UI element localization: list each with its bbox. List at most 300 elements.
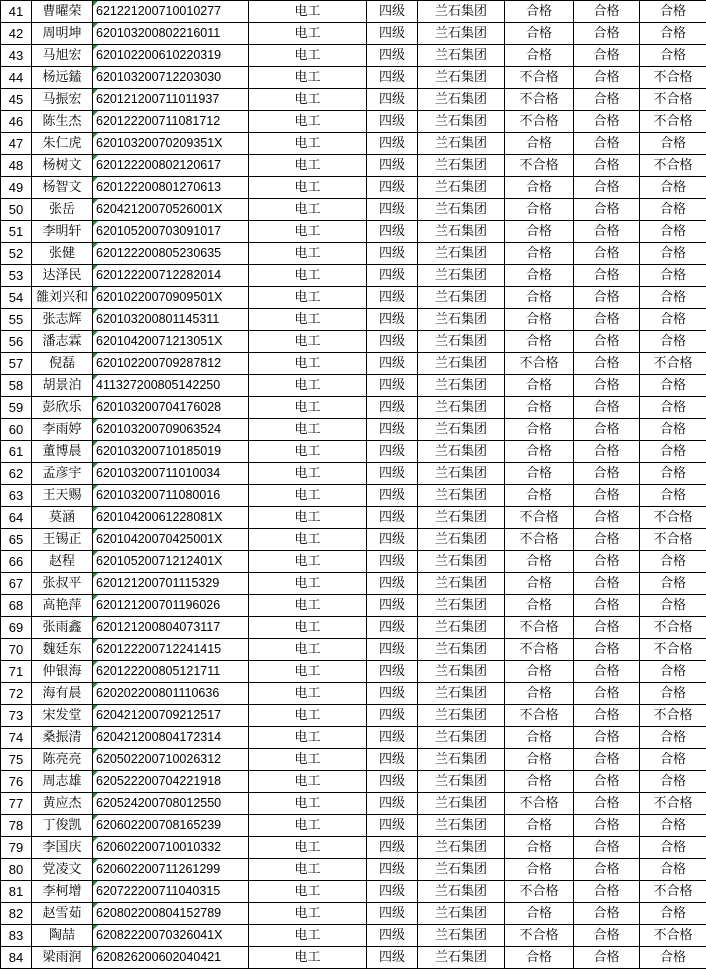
level-cell: 四级 bbox=[367, 353, 418, 375]
level-cell: 四级 bbox=[367, 661, 418, 683]
id-number-cell: 620103200712203030 bbox=[93, 67, 249, 89]
organization-cell: 兰石集团 bbox=[418, 199, 505, 221]
table-row bbox=[1, 661, 706, 683]
row-number: 68 bbox=[1, 595, 32, 617]
practical-result-cell: 合格 bbox=[574, 243, 640, 265]
level-cell: 四级 bbox=[367, 639, 418, 661]
theory-result-cell: 合格 bbox=[505, 309, 574, 331]
name-cell: 张叔平 bbox=[32, 573, 93, 595]
theory-result-cell: 合格 bbox=[505, 595, 574, 617]
level-cell: 四级 bbox=[367, 331, 418, 353]
row-number: 71 bbox=[1, 661, 32, 683]
table-row bbox=[1, 287, 706, 309]
overall-result-cell: 不合格 bbox=[640, 67, 706, 89]
trade-cell: 电工 bbox=[249, 749, 367, 771]
practical-result-cell: 合格 bbox=[574, 749, 640, 771]
organization-cell: 兰石集团 bbox=[418, 903, 505, 925]
organization-cell: 兰石集团 bbox=[418, 705, 505, 727]
overall-result-cell: 合格 bbox=[640, 309, 706, 331]
table-row bbox=[1, 793, 706, 815]
practical-result-cell: 合格 bbox=[574, 463, 640, 485]
level-cell: 四级 bbox=[367, 815, 418, 837]
table-row bbox=[1, 947, 706, 969]
name-cell: 马振宏 bbox=[32, 89, 93, 111]
level-cell: 四级 bbox=[367, 1, 418, 23]
id-number-cell: 620121200701196026 bbox=[93, 595, 249, 617]
level-cell: 四级 bbox=[367, 859, 418, 881]
row-number: 48 bbox=[1, 155, 32, 177]
row-number: 54 bbox=[1, 287, 32, 309]
name-cell: 海有晨 bbox=[32, 683, 93, 705]
level-cell: 四级 bbox=[367, 881, 418, 903]
id-number-cell: 620103200704176028 bbox=[93, 397, 249, 419]
level-cell: 四级 bbox=[367, 573, 418, 595]
level-cell: 四级 bbox=[367, 683, 418, 705]
trade-cell: 电工 bbox=[249, 331, 367, 353]
name-cell: 李柯增 bbox=[32, 881, 93, 903]
theory-result-cell: 合格 bbox=[505, 837, 574, 859]
practical-result-cell: 合格 bbox=[574, 485, 640, 507]
practical-result-cell: 合格 bbox=[574, 89, 640, 111]
theory-result-cell: 不合格 bbox=[505, 89, 574, 111]
id-number-cell: 620121200711011937 bbox=[93, 89, 249, 111]
overall-result-cell: 合格 bbox=[640, 595, 706, 617]
table-row bbox=[1, 485, 706, 507]
row-number: 66 bbox=[1, 551, 32, 573]
row-number: 42 bbox=[1, 23, 32, 45]
trade-cell: 电工 bbox=[249, 485, 367, 507]
practical-result-cell: 合格 bbox=[574, 309, 640, 331]
row-number: 79 bbox=[1, 837, 32, 859]
overall-result-cell: 不合格 bbox=[640, 925, 706, 947]
trade-cell: 电工 bbox=[249, 111, 367, 133]
id-number-cell: 620122200712282014 bbox=[93, 265, 249, 287]
id-number-cell: 62010420070425001X bbox=[93, 529, 249, 551]
organization-cell: 兰石集团 bbox=[418, 23, 505, 45]
level-cell: 四级 bbox=[367, 771, 418, 793]
table-row bbox=[1, 155, 706, 177]
row-number: 53 bbox=[1, 265, 32, 287]
level-cell: 四级 bbox=[367, 947, 418, 969]
overall-result-cell: 合格 bbox=[640, 265, 706, 287]
name-cell: 杨远鎑 bbox=[32, 67, 93, 89]
trade-cell: 电工 bbox=[249, 265, 367, 287]
trade-cell: 电工 bbox=[249, 45, 367, 67]
organization-cell: 兰石集团 bbox=[418, 243, 505, 265]
theory-result-cell: 合格 bbox=[505, 727, 574, 749]
table-row bbox=[1, 45, 706, 67]
name-cell: 周志雄 bbox=[32, 771, 93, 793]
theory-result-cell: 不合格 bbox=[505, 639, 574, 661]
row-number: 74 bbox=[1, 727, 32, 749]
level-cell: 四级 bbox=[367, 133, 418, 155]
theory-result-cell: 合格 bbox=[505, 463, 574, 485]
theory-result-cell: 合格 bbox=[505, 23, 574, 45]
row-number: 51 bbox=[1, 221, 32, 243]
overall-result-cell: 不合格 bbox=[640, 529, 706, 551]
level-cell: 四级 bbox=[367, 595, 418, 617]
row-number: 73 bbox=[1, 705, 32, 727]
overall-result-cell: 不合格 bbox=[640, 89, 706, 111]
name-cell: 宋发堂 bbox=[32, 705, 93, 727]
organization-cell: 兰石集团 bbox=[418, 683, 505, 705]
name-cell: 孟彦宇 bbox=[32, 463, 93, 485]
id-number-cell: 620802200804152789 bbox=[93, 903, 249, 925]
name-cell: 倪磊 bbox=[32, 353, 93, 375]
practical-result-cell: 合格 bbox=[574, 23, 640, 45]
overall-result-cell: 合格 bbox=[640, 177, 706, 199]
organization-cell: 兰石集团 bbox=[418, 89, 505, 111]
trade-cell: 电工 bbox=[249, 837, 367, 859]
trade-cell: 电工 bbox=[249, 1, 367, 23]
name-cell: 张健 bbox=[32, 243, 93, 265]
level-cell: 四级 bbox=[367, 23, 418, 45]
organization-cell: 兰石集团 bbox=[418, 529, 505, 551]
overall-result-cell: 合格 bbox=[640, 199, 706, 221]
organization-cell: 兰石集团 bbox=[418, 815, 505, 837]
name-cell: 陶喆 bbox=[32, 925, 93, 947]
row-number: 44 bbox=[1, 67, 32, 89]
overall-result-cell: 合格 bbox=[640, 837, 706, 859]
id-number-cell: 620826200602040421 bbox=[93, 947, 249, 969]
trade-cell: 电工 bbox=[249, 287, 367, 309]
table-row bbox=[1, 23, 706, 45]
practical-result-cell: 合格 bbox=[574, 507, 640, 529]
overall-result-cell: 不合格 bbox=[640, 353, 706, 375]
practical-result-cell: 合格 bbox=[574, 639, 640, 661]
organization-cell: 兰石集团 bbox=[418, 441, 505, 463]
practical-result-cell: 合格 bbox=[574, 111, 640, 133]
practical-result-cell: 合格 bbox=[574, 705, 640, 727]
id-number-cell: 620121200804073117 bbox=[93, 617, 249, 639]
table-row bbox=[1, 463, 706, 485]
row-number: 43 bbox=[1, 45, 32, 67]
table-body bbox=[1, 1, 706, 969]
level-cell: 四级 bbox=[367, 793, 418, 815]
row-number: 47 bbox=[1, 133, 32, 155]
trade-cell: 电工 bbox=[249, 815, 367, 837]
trade-cell: 电工 bbox=[249, 155, 367, 177]
trade-cell: 电工 bbox=[249, 573, 367, 595]
row-number: 49 bbox=[1, 177, 32, 199]
table-row bbox=[1, 221, 706, 243]
trade-cell: 电工 bbox=[249, 727, 367, 749]
name-cell: 胡景泊 bbox=[32, 375, 93, 397]
level-cell: 四级 bbox=[367, 265, 418, 287]
name-cell: 陈生杰 bbox=[32, 111, 93, 133]
overall-result-cell: 合格 bbox=[640, 815, 706, 837]
id-number-cell: 620502200710026312 bbox=[93, 749, 249, 771]
id-number-cell: 620202200801110636 bbox=[93, 683, 249, 705]
overall-result-cell: 合格 bbox=[640, 727, 706, 749]
organization-cell: 兰石集团 bbox=[418, 859, 505, 881]
trade-cell: 电工 bbox=[249, 859, 367, 881]
overall-result-cell: 合格 bbox=[640, 375, 706, 397]
trade-cell: 电工 bbox=[249, 903, 367, 925]
overall-result-cell: 合格 bbox=[640, 243, 706, 265]
row-number: 62 bbox=[1, 463, 32, 485]
practical-result-cell: 合格 bbox=[574, 155, 640, 177]
name-cell: 朱仁虎 bbox=[32, 133, 93, 155]
theory-result-cell: 不合格 bbox=[505, 507, 574, 529]
practical-result-cell: 合格 bbox=[574, 771, 640, 793]
theory-result-cell: 合格 bbox=[505, 177, 574, 199]
name-cell: 李明轩 bbox=[32, 221, 93, 243]
id-number-cell: 620102200610220319 bbox=[93, 45, 249, 67]
level-cell: 四级 bbox=[367, 419, 418, 441]
row-number: 67 bbox=[1, 573, 32, 595]
overall-result-cell: 合格 bbox=[640, 397, 706, 419]
overall-result-cell: 合格 bbox=[640, 1, 706, 23]
id-number-cell: 62010520071212401X bbox=[93, 551, 249, 573]
organization-cell: 兰石集团 bbox=[418, 661, 505, 683]
level-cell: 四级 bbox=[367, 529, 418, 551]
level-cell: 四级 bbox=[367, 221, 418, 243]
theory-result-cell: 合格 bbox=[505, 199, 574, 221]
theory-result-cell: 合格 bbox=[505, 45, 574, 67]
id-number-cell: 620421200709212517 bbox=[93, 705, 249, 727]
overall-result-cell: 不合格 bbox=[640, 705, 706, 727]
table-row bbox=[1, 837, 706, 859]
theory-result-cell: 不合格 bbox=[505, 529, 574, 551]
table-row bbox=[1, 815, 706, 837]
name-cell: 潘志霖 bbox=[32, 331, 93, 353]
overall-result-cell: 合格 bbox=[640, 749, 706, 771]
theory-result-cell: 合格 bbox=[505, 441, 574, 463]
organization-cell: 兰石集团 bbox=[418, 925, 505, 947]
row-number: 63 bbox=[1, 485, 32, 507]
trade-cell: 电工 bbox=[249, 661, 367, 683]
trade-cell: 电工 bbox=[249, 375, 367, 397]
table-row bbox=[1, 705, 706, 727]
name-cell: 赵程 bbox=[32, 551, 93, 573]
row-number: 65 bbox=[1, 529, 32, 551]
row-number: 69 bbox=[1, 617, 32, 639]
table-row bbox=[1, 243, 706, 265]
theory-result-cell: 合格 bbox=[505, 243, 574, 265]
practical-result-cell: 合格 bbox=[574, 947, 640, 969]
trade-cell: 电工 bbox=[249, 881, 367, 903]
theory-result-cell: 合格 bbox=[505, 287, 574, 309]
trade-cell: 电工 bbox=[249, 595, 367, 617]
trade-cell: 电工 bbox=[249, 243, 367, 265]
row-number: 55 bbox=[1, 309, 32, 331]
organization-cell: 兰石集团 bbox=[418, 881, 505, 903]
table-row bbox=[1, 551, 706, 573]
table-row bbox=[1, 727, 706, 749]
row-number: 78 bbox=[1, 815, 32, 837]
table-row bbox=[1, 1, 706, 23]
id-number-cell: 620602200708165239 bbox=[93, 815, 249, 837]
row-number: 50 bbox=[1, 199, 32, 221]
practical-result-cell: 合格 bbox=[574, 617, 640, 639]
id-number-cell: 620602200710010332 bbox=[93, 837, 249, 859]
practical-result-cell: 合格 bbox=[574, 441, 640, 463]
practical-result-cell: 合格 bbox=[574, 837, 640, 859]
theory-result-cell: 合格 bbox=[505, 397, 574, 419]
id-number-cell: 620103200710185019 bbox=[93, 441, 249, 463]
id-number-cell: 620105200703091017 bbox=[93, 221, 249, 243]
overall-result-cell: 合格 bbox=[640, 45, 706, 67]
id-number-cell: 620524200708012550 bbox=[93, 793, 249, 815]
overall-result-cell: 不合格 bbox=[640, 881, 706, 903]
table-row bbox=[1, 177, 706, 199]
id-number-cell: 620121200701115329 bbox=[93, 573, 249, 595]
trade-cell: 电工 bbox=[249, 221, 367, 243]
name-cell: 仲银海 bbox=[32, 661, 93, 683]
id-number-cell: 62010220070909501X bbox=[93, 287, 249, 309]
trade-cell: 电工 bbox=[249, 529, 367, 551]
id-number-cell: 620122200802120617 bbox=[93, 155, 249, 177]
id-number-cell: 620122200805121711 bbox=[93, 661, 249, 683]
table-row bbox=[1, 397, 706, 419]
name-cell: 张雨鑫 bbox=[32, 617, 93, 639]
level-cell: 四级 bbox=[367, 463, 418, 485]
overall-result-cell: 合格 bbox=[640, 859, 706, 881]
practical-result-cell: 合格 bbox=[574, 551, 640, 573]
practical-result-cell: 合格 bbox=[574, 287, 640, 309]
practical-result-cell: 合格 bbox=[574, 815, 640, 837]
id-number-cell: 620421200804172314 bbox=[93, 727, 249, 749]
overall-result-cell: 不合格 bbox=[640, 111, 706, 133]
practical-result-cell: 合格 bbox=[574, 67, 640, 89]
practical-result-cell: 合格 bbox=[574, 133, 640, 155]
table-row bbox=[1, 859, 706, 881]
id-number-cell: 62010420071213051X bbox=[93, 331, 249, 353]
name-cell: 桑振清 bbox=[32, 727, 93, 749]
overall-result-cell: 不合格 bbox=[640, 507, 706, 529]
table-row bbox=[1, 353, 706, 375]
name-cell: 李国庆 bbox=[32, 837, 93, 859]
row-number: 81 bbox=[1, 881, 32, 903]
name-cell: 周明坤 bbox=[32, 23, 93, 45]
table-row bbox=[1, 507, 706, 529]
theory-result-cell: 合格 bbox=[505, 749, 574, 771]
practical-result-cell: 合格 bbox=[574, 265, 640, 287]
trade-cell: 电工 bbox=[249, 639, 367, 661]
practical-result-cell: 合格 bbox=[574, 903, 640, 925]
organization-cell: 兰石集团 bbox=[418, 177, 505, 199]
level-cell: 四级 bbox=[367, 903, 418, 925]
row-number: 52 bbox=[1, 243, 32, 265]
id-number-cell: 620103200802216011 bbox=[93, 23, 249, 45]
practical-result-cell: 合格 bbox=[574, 397, 640, 419]
id-number-cell: 620722200711040315 bbox=[93, 881, 249, 903]
row-number: 46 bbox=[1, 111, 32, 133]
practical-result-cell: 合格 bbox=[574, 177, 640, 199]
name-cell: 杨树文 bbox=[32, 155, 93, 177]
organization-cell: 兰石集团 bbox=[418, 397, 505, 419]
name-cell: 黄应杰 bbox=[32, 793, 93, 815]
level-cell: 四级 bbox=[367, 749, 418, 771]
level-cell: 四级 bbox=[367, 617, 418, 639]
level-cell: 四级 bbox=[367, 551, 418, 573]
table-row bbox=[1, 309, 706, 331]
theory-result-cell: 不合格 bbox=[505, 617, 574, 639]
organization-cell: 兰石集团 bbox=[418, 551, 505, 573]
table-row bbox=[1, 111, 706, 133]
id-number-cell: 620522200704221918 bbox=[93, 771, 249, 793]
organization-cell: 兰石集团 bbox=[418, 617, 505, 639]
organization-cell: 兰石集团 bbox=[418, 111, 505, 133]
trade-cell: 电工 bbox=[249, 617, 367, 639]
name-cell: 彭欣乐 bbox=[32, 397, 93, 419]
trade-cell: 电工 bbox=[249, 199, 367, 221]
organization-cell: 兰石集团 bbox=[418, 375, 505, 397]
trade-cell: 电工 bbox=[249, 89, 367, 111]
trade-cell: 电工 bbox=[249, 771, 367, 793]
level-cell: 四级 bbox=[367, 287, 418, 309]
practical-result-cell: 合格 bbox=[574, 353, 640, 375]
theory-result-cell: 合格 bbox=[505, 375, 574, 397]
name-cell: 杨智文 bbox=[32, 177, 93, 199]
name-cell: 党凌文 bbox=[32, 859, 93, 881]
practical-result-cell: 合格 bbox=[574, 881, 640, 903]
theory-result-cell: 合格 bbox=[505, 133, 574, 155]
overall-result-cell: 不合格 bbox=[640, 639, 706, 661]
id-number-cell: 620103200711010034 bbox=[93, 463, 249, 485]
overall-result-cell: 合格 bbox=[640, 903, 706, 925]
practical-result-cell: 合格 bbox=[574, 925, 640, 947]
practical-result-cell: 合格 bbox=[574, 375, 640, 397]
practical-result-cell: 合格 bbox=[574, 727, 640, 749]
theory-result-cell: 合格 bbox=[505, 815, 574, 837]
overall-result-cell: 不合格 bbox=[640, 155, 706, 177]
row-number: 72 bbox=[1, 683, 32, 705]
table-row bbox=[1, 617, 706, 639]
name-cell: 莫涵 bbox=[32, 507, 93, 529]
name-cell: 丁俊凯 bbox=[32, 815, 93, 837]
table-row bbox=[1, 749, 706, 771]
theory-result-cell: 不合格 bbox=[505, 111, 574, 133]
practical-result-cell: 合格 bbox=[574, 1, 640, 23]
overall-result-cell: 合格 bbox=[640, 221, 706, 243]
theory-result-cell: 合格 bbox=[505, 265, 574, 287]
organization-cell: 兰石集团 bbox=[418, 727, 505, 749]
practical-result-cell: 合格 bbox=[574, 45, 640, 67]
level-cell: 四级 bbox=[367, 111, 418, 133]
name-cell: 陈亮亮 bbox=[32, 749, 93, 771]
trade-cell: 电工 bbox=[249, 551, 367, 573]
theory-result-cell: 合格 bbox=[505, 903, 574, 925]
organization-cell: 兰石集团 bbox=[418, 45, 505, 67]
row-number: 77 bbox=[1, 793, 32, 815]
overall-result-cell: 合格 bbox=[640, 419, 706, 441]
trade-cell: 电工 bbox=[249, 925, 367, 947]
trade-cell: 电工 bbox=[249, 133, 367, 155]
id-number-cell: 620103200709063524 bbox=[93, 419, 249, 441]
row-number: 82 bbox=[1, 903, 32, 925]
row-number: 70 bbox=[1, 639, 32, 661]
row-number: 58 bbox=[1, 375, 32, 397]
level-cell: 四级 bbox=[367, 67, 418, 89]
practical-result-cell: 合格 bbox=[574, 573, 640, 595]
practical-result-cell: 合格 bbox=[574, 683, 640, 705]
overall-result-cell: 合格 bbox=[640, 485, 706, 507]
practical-result-cell: 合格 bbox=[574, 529, 640, 551]
level-cell: 四级 bbox=[367, 507, 418, 529]
practical-result-cell: 合格 bbox=[574, 859, 640, 881]
row-number: 76 bbox=[1, 771, 32, 793]
trade-cell: 电工 bbox=[249, 397, 367, 419]
organization-cell: 兰石集团 bbox=[418, 749, 505, 771]
theory-result-cell: 合格 bbox=[505, 859, 574, 881]
table-row bbox=[1, 595, 706, 617]
name-cell: 董博晨 bbox=[32, 441, 93, 463]
table-row bbox=[1, 199, 706, 221]
name-cell: 雒刘兴和 bbox=[32, 287, 93, 309]
name-cell: 李雨婷 bbox=[32, 419, 93, 441]
